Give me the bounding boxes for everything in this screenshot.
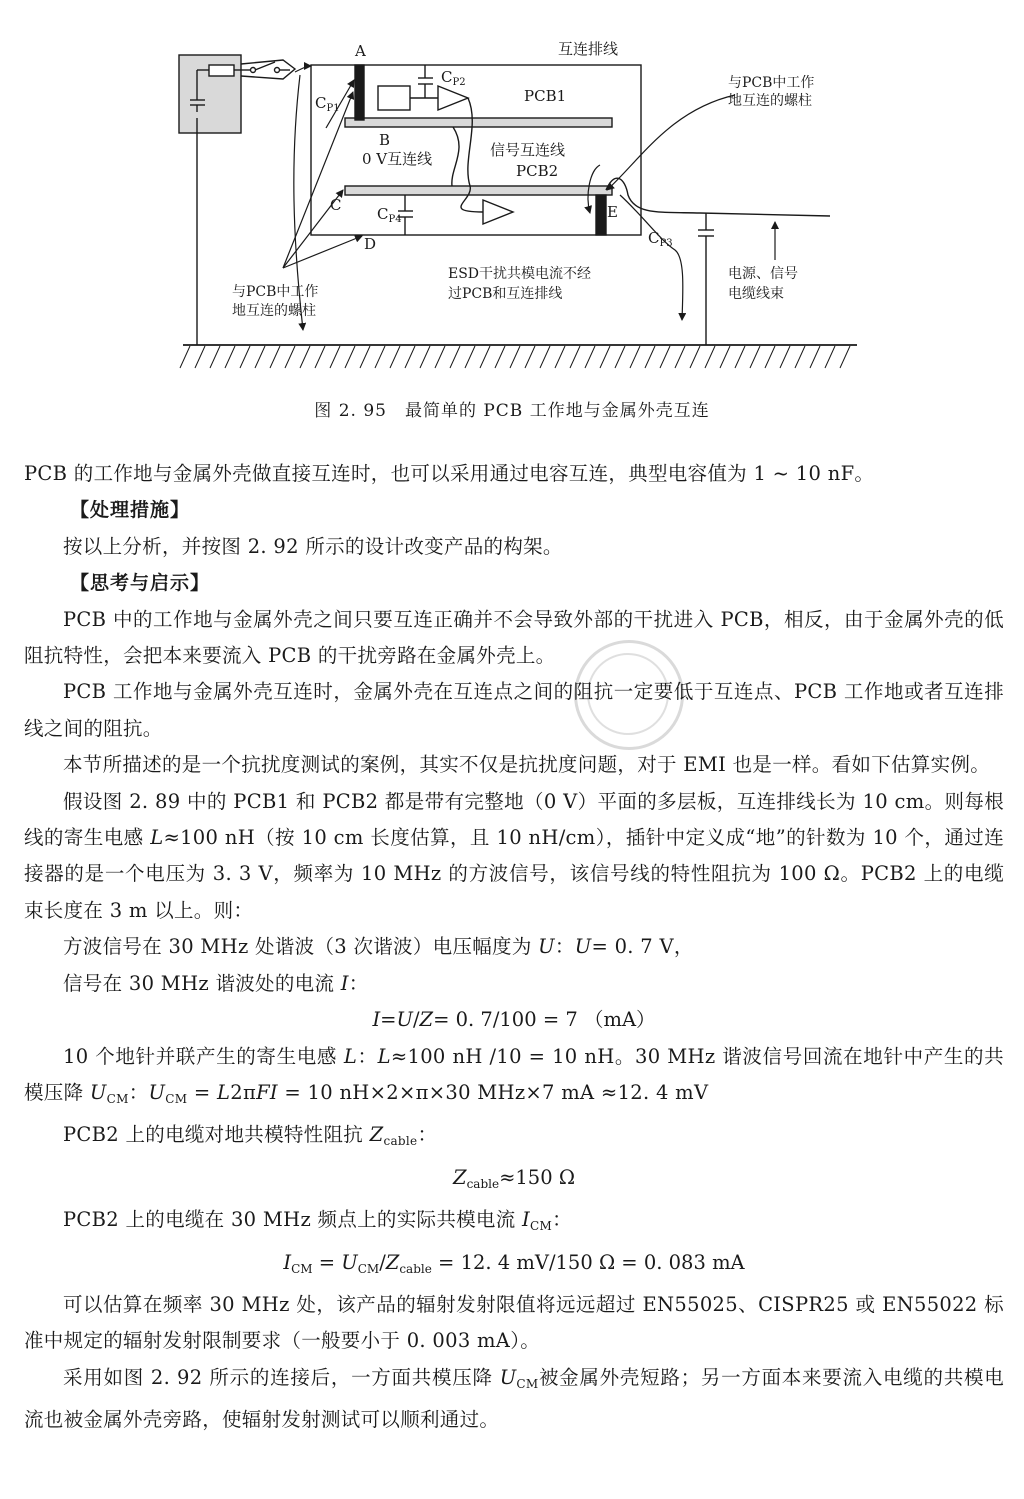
label-cp1: $C_{P1}$ — [315, 94, 340, 114]
equation-current: I=U/Z= 0. 7/100 = 7 （mA） — [372, 1008, 656, 1032]
body-text — [24, 456, 1004, 1439]
standoff-a — [355, 65, 364, 120]
paragraph-assumption: 假设图 2. 89 中的 PCB1 和 PCB2 都是带有完整地（0 V）平面的多层板，互连排线长为 10 cm。则每根线的寄生电感 L≈100 nH（按 10 cm 长度估算，且 10 nH/cm），插针中定义成“地”的针数为 10 个，通过连接器的是一个电压为 3. 3 V，频率为 10 MHz 的方波信号，该信号线的特性阻抗为 100 Ω。PCB2 上的电缆束长度在 3 m 以上。则： — [24, 789, 1004, 922]
label-cable-line1: 电源、信号 — [728, 266, 798, 282]
label-esd-note-line1: ESD干扰共模电流不经 — [448, 266, 592, 282]
standoff-e — [596, 195, 606, 235]
paragraph-cable-impedance: PCB2 上的电缆对地共模特性阻抗 $Z_{cable}$： — [63, 1123, 438, 1149]
label-cable-line2: 电缆线束 — [728, 286, 784, 302]
label-pcb2: PCB2 — [516, 162, 559, 180]
pcb1-board — [345, 118, 612, 127]
paragraph-emission-limit: 可以估算在频率 30 MHz 处，该产品的辐射发射限值将远远超过 EN55025、CISPR25 或 EN55022 标准中规定的辐射发射限制要求（一般要小于 0. 003 mA）。 — [24, 1292, 1004, 1353]
paragraph-measures: 按以上分析，并按图 2. 92 所示的设计改变产品的构架。 — [63, 534, 563, 558]
heading-measures: 【处理措施】 — [70, 499, 191, 522]
ground-hatch — [180, 346, 850, 368]
label-signal-line: 信号互连线 — [490, 141, 566, 159]
paragraph-cm-current: PCB2 上的电缆在 30 MHz 频点上的实际共模电流 $I_{CM}$： — [63, 1208, 572, 1234]
label-cp2: $C_{P2}$ — [441, 68, 466, 88]
pcb2-amplifier — [483, 200, 513, 224]
paragraph-thoughts-2: PCB 工作地与金属外壳互连时，金属外壳在互连点之间的阻抗一定要低于互连点、PCB 工作地或者互连排线之间的阻抗。 — [24, 680, 1004, 740]
figure-caption: 图 2. 95 最简单的 PCB 工作地与金属外壳互连 — [314, 401, 710, 421]
label-screw-left-line1: 与PCB中工作 — [232, 284, 319, 300]
label-screw-right-line2: 地互连的螺柱 — [728, 93, 812, 109]
label-cp4: $C_{P4}$ — [377, 205, 402, 225]
label-screw-left-line2: 地互连的螺柱 — [232, 303, 316, 319]
paragraph-ground-pins: 10 个地针并联产生的寄生电感 L：L≈100 nH /10 = 10 nH。30 MHz 谐波信号回流在地针中产生的共模压降 $U_{CM}$：$U_{CM} = L2\pi FI = 10$ nH×2×π×30 MHz×7 mA ≈12. 4 mV — [24, 1044, 1004, 1106]
heading-thoughts: 【思考与启示】 — [70, 572, 211, 595]
pcb1-component — [378, 86, 410, 110]
paragraph-thoughts-1: PCB 中的工作地与金属外壳之间只要互连正确并不会导致外部的干扰进入 PCB，相反，由于金属外壳的低阻抗特性，会把本来要流入 PCB 的干扰旁路在金属外壳上。 — [24, 607, 1004, 668]
cable-harness — [606, 178, 830, 216]
label-esd-note-line2: 过PCB和互连排线 — [448, 286, 563, 302]
pcb2-board — [345, 186, 612, 195]
paragraph-conclusion: 采用如图 2. 92 所示的连接后，一方面共模压降 $U_{CM}$被金属外壳短路；另一方面本来要流入电缆的共模电流也被金属外壳旁路，使辐射发射测试可以顺利通过。 — [24, 1365, 1005, 1432]
paragraph-harmonic-voltage: 方波信号在 30 MHz 处谐波（3 次谐波）电压幅度为 U：U= 0. 7 V， — [63, 935, 694, 959]
label-cp3: $C_{P3}$ — [648, 229, 673, 249]
label-c: C — [330, 196, 342, 214]
circuit-diagram — [0, 0, 1024, 440]
equation-cm-current: $I_{CM} = U_{CM}/Z_{cable} = 12$. 4 mV/150 Ω = 0. 083 mA — [283, 1250, 745, 1276]
label-interconnect-cable: 互连排线 — [558, 40, 619, 58]
label-zero-v-line: 0 V互连线 — [362, 150, 433, 168]
label-e: E — [607, 203, 618, 221]
equation-cable-impedance: $Z_{cable}\approx 150$ Ω — [453, 1165, 575, 1191]
figure-2-95 — [0, 0, 1024, 440]
generator-resistor — [209, 65, 234, 76]
paragraph-thoughts-3: 本节所描述的是一个抗扰度测试的案例，其实不仅是抗扰度问题，对于 EMI 也是一样。看如下估算实例。 — [63, 753, 991, 777]
label-b: B — [379, 131, 391, 149]
label-d: D — [364, 235, 377, 253]
paragraph-harmonic-current: 信号在 30 MHz 谐波处的电流 I： — [63, 971, 369, 995]
paragraph-capacitor: PCB 的工作地与金属外壳做直接互连时，也可以采用通过电容互连，典型电容值为 1 ~ 10 nF。 — [24, 462, 875, 485]
zero-v-wire — [452, 127, 459, 186]
label-pcb1: PCB1 — [524, 87, 567, 105]
label-screw-right-line1: 与PCB中工作 — [728, 75, 815, 91]
label-a: A — [355, 42, 366, 60]
